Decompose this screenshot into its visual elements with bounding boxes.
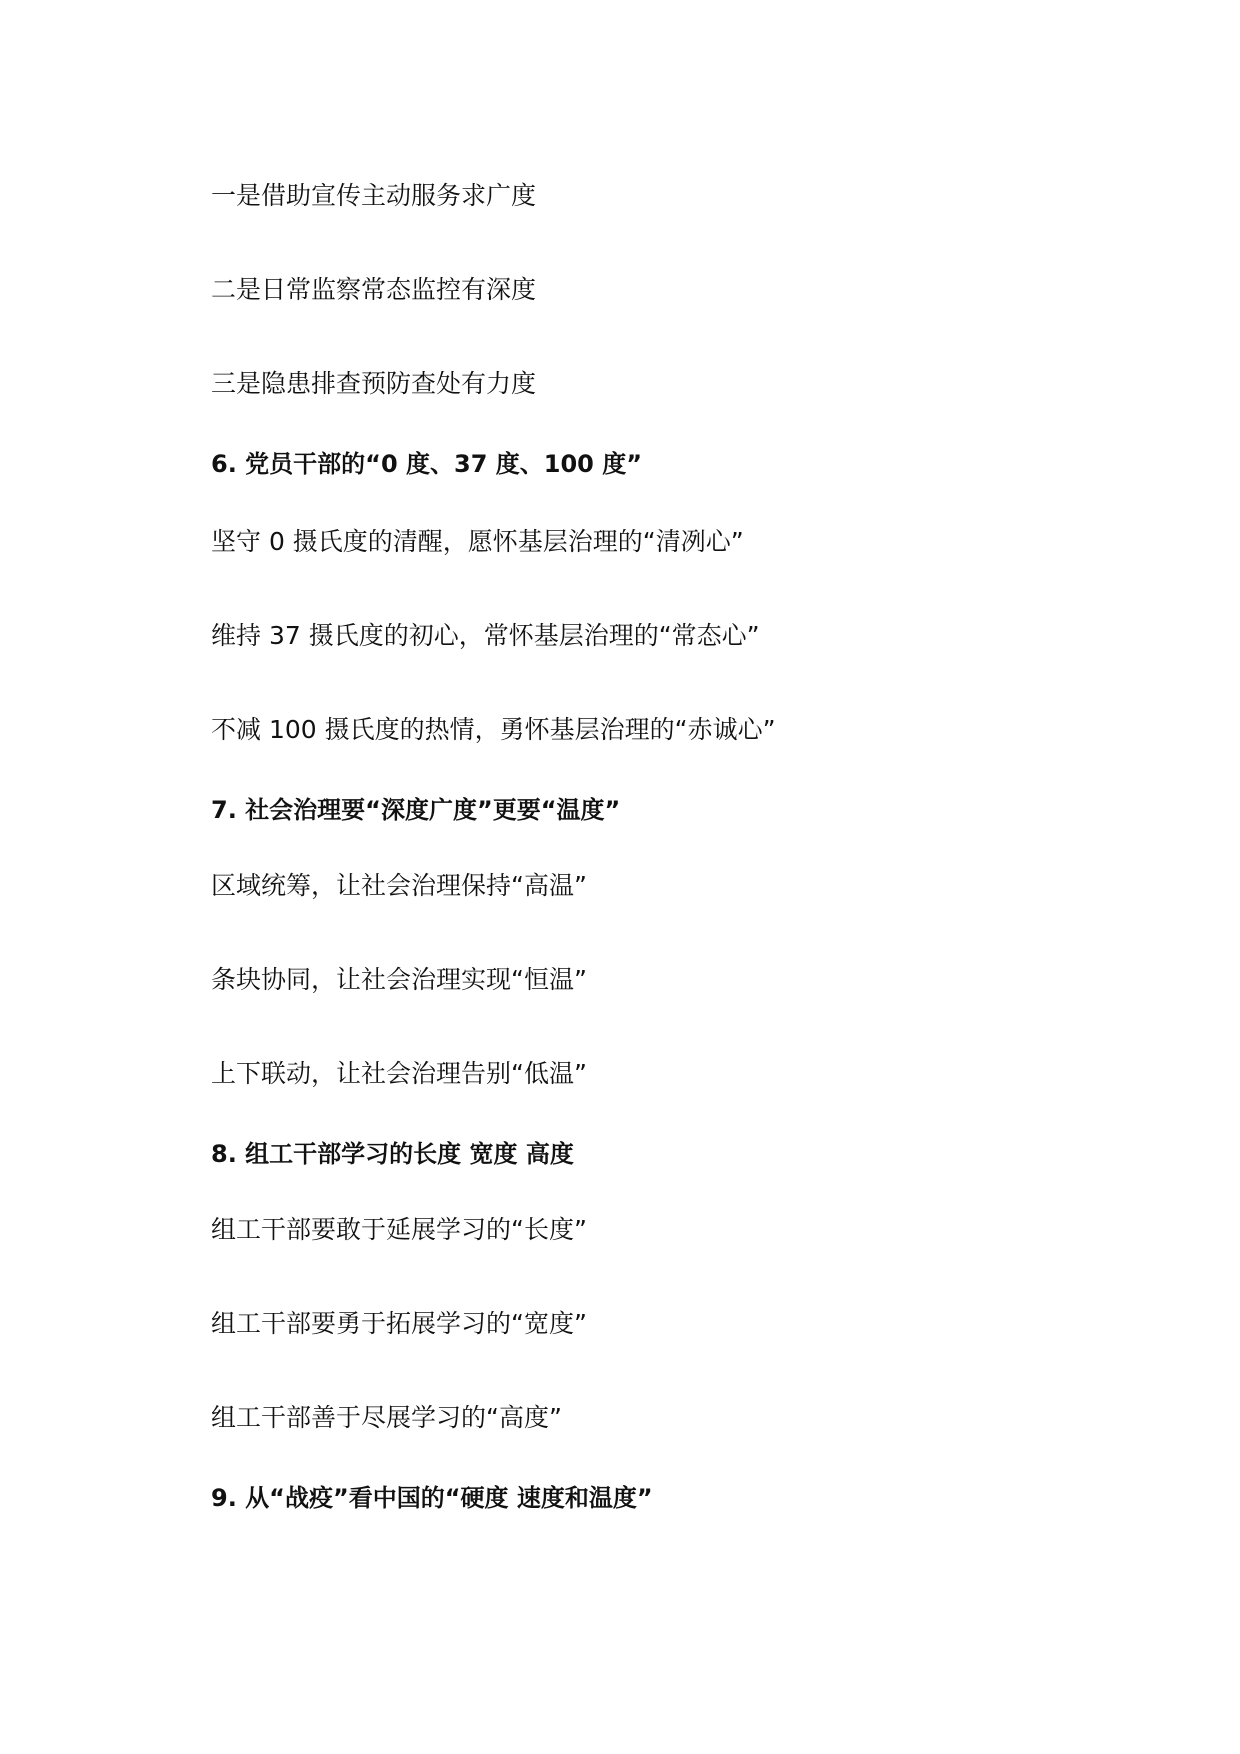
section7-item-1: 区域统筹，让社会治理保持“高温” [211, 871, 587, 900]
section5-item-1: 一是借助宣传主动服务求广度 [211, 181, 537, 210]
section9-heading: 9. 从“战疫”看中国的“硬度 速度和温度” [211, 1484, 653, 1512]
section7-item-2: 条块协同，让社会治理实现“恒温” [211, 965, 587, 994]
section8-item-3: 组工干部善于尽展学习的“高度” [211, 1403, 562, 1432]
section7-item-3: 上下联动，让社会治理告别“低温” [211, 1059, 587, 1088]
section6-heading: 6. 党员干部的“0 度、37 度、100 度” [211, 450, 642, 478]
section8-item-2: 组工干部要勇于拓展学习的“宽度” [211, 1309, 587, 1338]
section5-item-3: 三是隐患排查预防查处有力度 [211, 369, 537, 398]
section6-item-1: 坚守 0 摄氏度的清醒，愿怀基层治理的“清冽心” [211, 527, 744, 556]
section8-item-1: 组工干部要敢于延展学习的“长度” [211, 1215, 587, 1244]
section7-heading: 7. 社会治理要“深度广度”更要“温度” [211, 796, 621, 824]
section5-item-2: 二是日常监察常态监控有深度 [211, 275, 537, 304]
section6-item-3: 不减 100 摄氏度的热情，勇怀基层治理的“赤诚心” [211, 715, 776, 744]
section8-heading: 8. 组工干部学习的长度 宽度 高度 [211, 1140, 574, 1168]
section6-item-2: 维持 37 摄氏度的初心，常怀基层治理的“常态心” [211, 621, 760, 650]
